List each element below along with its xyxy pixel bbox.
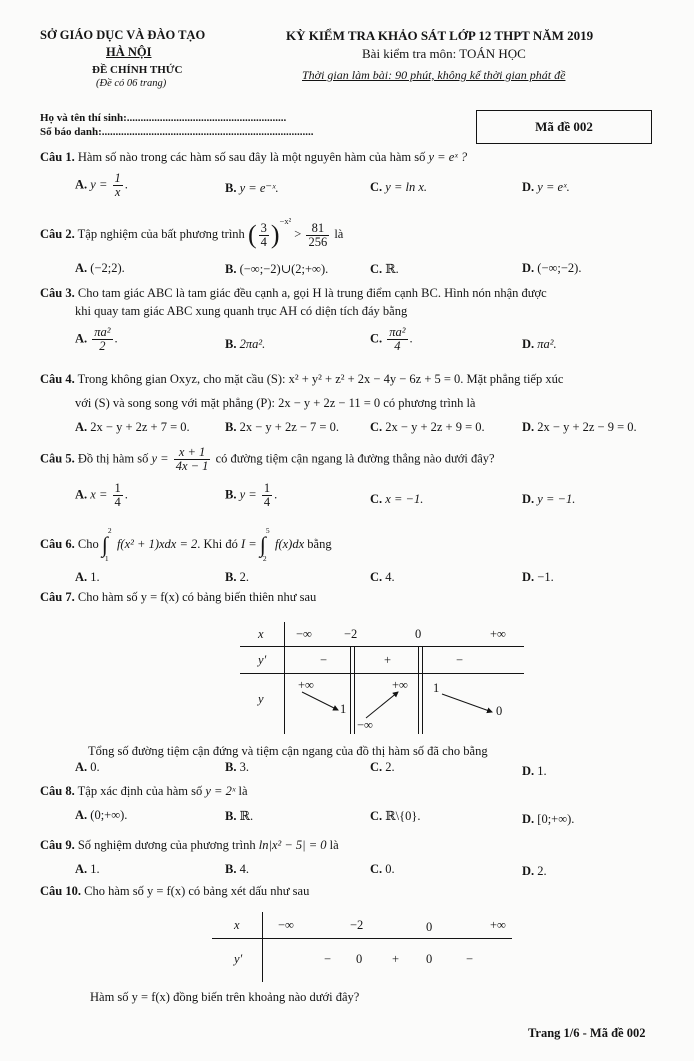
q5-option-b[interactable]: B. y = $\frac{1}{4}$ . — [225, 481, 278, 510]
q1-option-d[interactable]: D. y = eˣ. — [522, 180, 570, 194]
q8-option-c[interactable]: C. ℝ\{0}. — [370, 809, 421, 823]
question-4-line2: với (S) và song song với mặt phẳng (P): 2x − y + 2z − 11 = 0 có phương trình là — [75, 396, 476, 410]
vt-x-value: 0 — [415, 627, 422, 641]
vt-y-value: −∞ — [357, 718, 373, 732]
question-10-follow: Hàm số y = f(x) đồng biến trên khoảng nào dưới đây? — [90, 990, 360, 1004]
integral-sign-icon: ∫ 5 2 — [259, 526, 270, 563]
q1-option-b[interactable]: B. y = e⁻ˣ. — [225, 181, 279, 195]
vt-x-value: +∞ — [490, 627, 506, 641]
question-5: Câu 5. Đồ thị hàm số y = $\frac{x + 1}{4x - 1}$ có đường tiệm cận ngang là đường thẳng nào dưới đây? — [40, 445, 495, 474]
st-x-value: −∞ — [278, 918, 294, 932]
q3-option-a[interactable]: A. $\frac{\text{πa²}}{2}$ . — [75, 325, 118, 354]
header-pages: (Đề có 06 trang) — [96, 78, 167, 89]
q6-option-c[interactable]: C. 4. — [370, 570, 395, 584]
vt-y-label: y — [258, 692, 264, 706]
q8-option-b[interactable]: B. ℝ. — [225, 809, 254, 823]
candidate-id: Số báo danh:............................................................................. — [40, 126, 314, 138]
vt-x-value: −∞ — [296, 627, 312, 641]
header-official: ĐỀ CHÍNH THỨC — [92, 64, 183, 76]
q7-option-d[interactable]: D. 1. — [522, 764, 547, 778]
q4-option-b[interactable]: B. 2x − y + 2z − 7 = 0. — [225, 420, 339, 434]
q9-option-d[interactable]: D. 2. — [522, 864, 547, 878]
vt-sign: − — [320, 653, 328, 667]
question-4: Câu 4. Trong không gian Oxyz, cho mặt cầu (S): x² + y² + z² + 2x − 4y − 6z + 5 = 0. Mặt phẳng tiếp xúc — [40, 372, 564, 386]
vt-x-value: −2 — [344, 627, 358, 641]
candidate-name: Họ và tên thí sinh:.......................................................... — [40, 112, 287, 124]
vt-y-value: 1 — [340, 702, 347, 716]
arrow-up-icon — [366, 692, 398, 718]
vt-sign: − — [456, 653, 464, 667]
q7-option-a[interactable]: A. 0. — [75, 760, 100, 774]
variation-arrows — [240, 622, 524, 734]
question-9: Câu 9. Số nghiệm dương của phương trình ln|x² − 5| = 0 là — [40, 838, 339, 852]
vt-y-value: +∞ — [298, 678, 314, 692]
q1-option-a[interactable]: A. y = $\frac{1}{x}$ . — [75, 171, 128, 200]
exam-subject: Bài kiểm tra môn: TOÁN HỌC — [362, 46, 526, 61]
q3-option-b[interactable]: B. 2πa². — [225, 337, 266, 351]
header-city: HÀ NỘI — [106, 45, 152, 59]
q9-option-c[interactable]: C. 0. — [370, 862, 395, 876]
vt-yp-label: y′ — [258, 653, 267, 667]
vt-y-value: 1 — [433, 681, 440, 695]
question-3-line2: khi quay tam giác ABC xung quanh trục AH có diện tích đáy bằng — [75, 304, 408, 318]
q6-option-b[interactable]: B. 2. — [225, 570, 249, 584]
page-footer: Trang 1/6 - Mã đề 002 — [528, 1026, 646, 1040]
q4-option-d[interactable]: D. 2x − y + 2z − 9 = 0. — [522, 420, 637, 434]
q7-option-c[interactable]: C. 2. — [370, 760, 395, 774]
st-x-label: x — [234, 918, 240, 932]
q9-option-a[interactable]: A. 1. — [75, 862, 100, 876]
vt-y-value: 0 — [496, 704, 503, 718]
st-x-value: 0 — [426, 920, 433, 934]
sign-table — [212, 912, 512, 982]
exam-code: Mã đề 002 — [535, 119, 593, 134]
q2-option-b[interactable]: B. (−∞;−2)∪(2;+∞). — [225, 262, 329, 276]
arrow-down-icon — [302, 692, 338, 710]
q3-option-d[interactable]: D. πa². — [522, 337, 557, 351]
st-sign: 0 — [426, 952, 433, 966]
q4-option-a[interactable]: A. 2x − y + 2z + 7 = 0. — [75, 420, 190, 434]
st-x-value: −2 — [350, 918, 364, 932]
variation-table — [240, 622, 524, 734]
st-yp-label: y′ — [234, 952, 243, 966]
integral-sign-icon: ∫ 2 1 — [101, 526, 112, 563]
vt-sign: + — [384, 653, 392, 667]
question-6: Câu 6. Cho ∫ 2 1 f(x² + 1)xdx = 2. Khi đó I = ∫ 5 2 f(x)dx bằng — [40, 526, 332, 563]
q8-option-a[interactable]: A. (0;+∞). — [75, 808, 128, 822]
q5-option-d[interactable]: D. y = −1. — [522, 492, 576, 506]
vt-y-value: +∞ — [392, 678, 408, 692]
q6-option-d[interactable]: D. −1. — [522, 570, 554, 584]
q6-option-a[interactable]: A. 1. — [75, 570, 100, 584]
st-sign: + — [392, 952, 400, 966]
header-dept: SỞ GIÁO DỤC VÀ ĐÀO TẠO — [40, 28, 206, 42]
q4-option-c[interactable]: C. 2x − y + 2z + 9 = 0. — [370, 420, 485, 434]
exam-code-box — [476, 110, 652, 144]
question-1: Câu 1. Hàm số nào trong các hàm số sau đây là một nguyên hàm của hàm số y = eˣ ? — [40, 150, 468, 164]
arrow-down-icon — [442, 694, 492, 712]
q8-option-d[interactable]: D. [0;+∞). — [522, 812, 575, 826]
exam-title: KỲ KIỂM TRA KHẢO SÁT LỚP 12 THPT NĂM 2019 — [286, 28, 594, 43]
q9-option-b[interactable]: B. 4. — [225, 862, 249, 876]
question-2: Câu 2. Tập nghiệm của bất phương trình ( $\frac{3}{4}$ )$^{-x^2}$ > $\frac{81}{256}$ là — [40, 216, 344, 250]
q2-option-d[interactable]: D. (−∞;−2). — [522, 261, 582, 275]
question-8: Câu 8. Tập xác định của hàm số y = 2ˣ là — [40, 784, 248, 798]
question-7: Câu 7. Cho hàm số y = f(x) có bảng biến thiên như sau — [40, 590, 317, 604]
st-x-value: +∞ — [490, 918, 506, 932]
st-sign: − — [324, 952, 332, 966]
q7-option-b[interactable]: B. 3. — [225, 760, 249, 774]
q2-option-c[interactable]: C. ℝ. — [370, 262, 399, 276]
q5-option-a[interactable]: A. x = $\frac{1}{4}$ . — [75, 481, 128, 510]
exam-time: Thời gian làm bài: 90 phút, không kể thời gian phát đề — [302, 68, 566, 82]
q1-option-c[interactable]: C. y = ln x. — [370, 180, 428, 194]
st-sign: − — [466, 952, 474, 966]
st-sign: 0 — [356, 952, 363, 966]
question-7-follow: Tổng số đường tiệm cận đứng và tiệm cận ngang của đồ thị hàm số đã cho bằng — [88, 744, 488, 758]
question-3: Câu 3. Cho tam giác ABC là tam giác đều cạnh a, gọi H là trung điểm cạnh BC. Hình nón nhận được — [40, 286, 547, 300]
vt-x-label: x — [258, 627, 264, 641]
q3-option-c[interactable]: C. $\frac{\text{πa²}}{4}$ . — [370, 325, 413, 354]
question-10: Câu 10. Cho hàm số y = f(x) có bảng xét dấu như sau — [40, 884, 310, 898]
q2-option-a[interactable]: A. (−2;2). — [75, 261, 125, 275]
q5-option-c[interactable]: C. x = −1. — [370, 492, 424, 506]
